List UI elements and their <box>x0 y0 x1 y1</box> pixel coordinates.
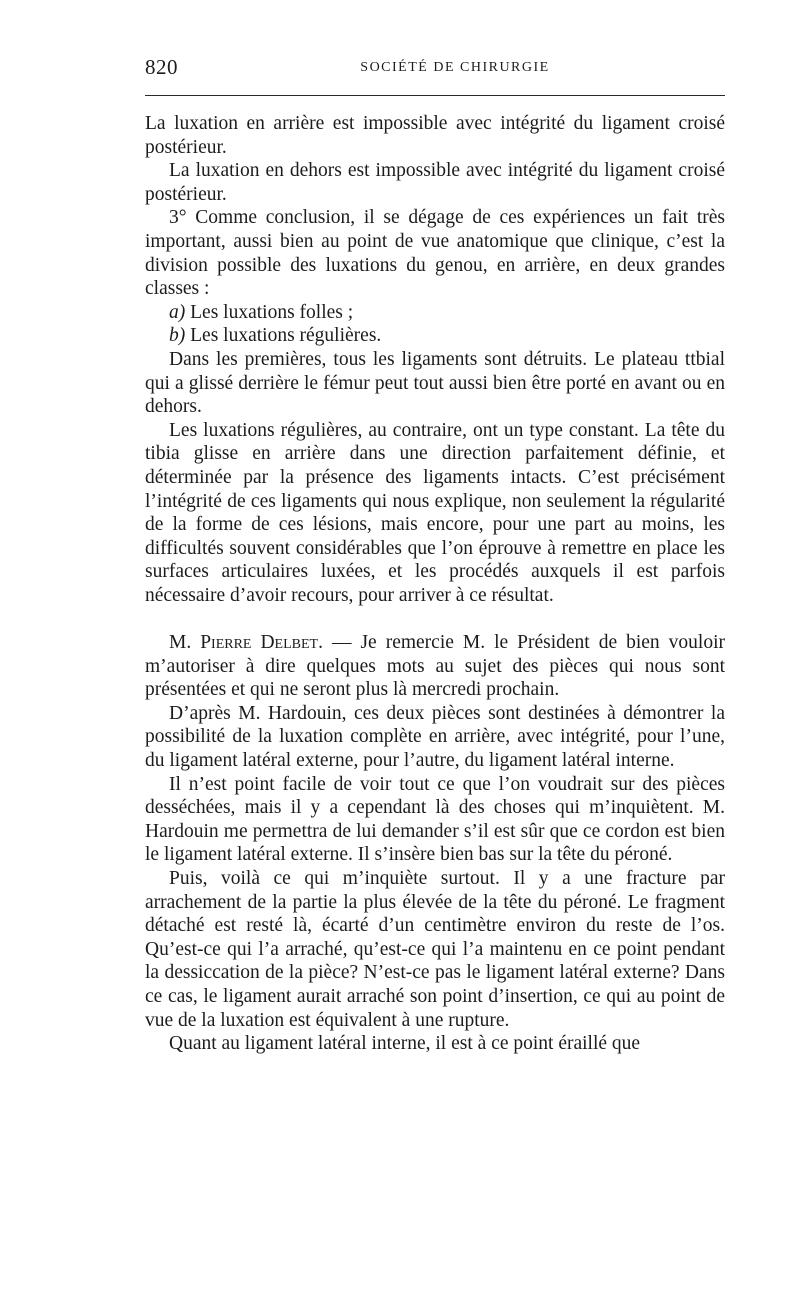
list-item-a <box>145 301 725 325</box>
list-marker: a) <box>169 301 186 323</box>
body-text <box>145 112 725 1056</box>
list-item-b <box>145 324 725 348</box>
paragraph: La luxation en dehors est impossible avec intégrité du ligament croisé postérieur. <box>145 160 725 205</box>
list-marker: b) <box>169 325 186 347</box>
list-item-text: Les luxations folles ; <box>185 301 354 323</box>
paragraph <box>145 631 725 702</box>
paragraph: Dans les premières, tous les ligaments sont détruits. Le plateau ttbial qui a glissé derrière le fémur peut tout aussi bien être porté en avant ou en dehors. <box>145 348 725 418</box>
header-rule <box>145 95 725 96</box>
paragraph: Quant au ligament latéral interne, il est à ce point éraillé que <box>169 1033 641 1055</box>
paragraph: Puis, voilà ce qui m’inquiète surtout. Il y a une fracture par arrachement de la partie la plus élevée de la tête du péroné. Le fragment détaché est resté là, écarté d’un centimètre environ du reste de l’os. Qu’est-ce qui l’a arraché, qu’est-ce qui l’a maintenu en ce point pendant la dessiccation de la pièce? N’est-ce pas le ligament latéral externe? Dans ce cas, le ligament aurait arraché son point d’insertion, ce qui au point de vue de la luxation est équivalent à une rupture. <box>145 868 725 1031</box>
running-head: SOCIÉTÉ DE CHIRURGIE <box>360 60 550 75</box>
paragraph: Il n’est point facile de voir tout ce que l’on voudrait sur des pièces desséchées, mais il y a cependant là des choses qui m’inquiètent. M. Hardouin me permettra de lui demander s’il est sûr que ce cordon est bien le ligament latéral externe. Il s’insère bien bas sur la tête du péroné. <box>145 773 725 866</box>
paragraph: D’après M. Hardouin, ces deux pièces sont destinées à démontrer la possibilité de la luxation complète en arrière, avec intégrité, pour l’une, du ligament latéral externe, pour l’autre, du ligament latéral interne. <box>145 702 725 772</box>
paragraph: Les luxations régulières, au contraire, ont un type constant. La tête du tibia glisse en arrière dans une direction parfaitement définie, et déterminée par la présence des ligaments intacts. C’est précisément l’intégrité de ces ligaments qui nous explique, non seulement la régularité de la forme de ces lésions, mais encore, pour une part au moins, les difficultés souvent considérables que l’on éprouve à remettre en place les surfaces articulaires luxées, et les procédés auxquels il est parfois nécessaire d’avoir recours, pour arriver à ce résultat. <box>145 419 725 606</box>
page-header <box>145 55 725 81</box>
paragraph: 3° Comme conclusion, il se dégage de ces expériences un fait très important, aussi bien au point de vue anatomique que clinique, c’est la division possible des luxations du genou, en arrière, en deux grandes classes : <box>145 207 725 300</box>
paragraph-text: — Je remercie M. le Président de bien vouloir m’autoriser à dire quelques mots au sujet des pièces qui nous sont présentées et qui ne seront plus là mercredi prochain. <box>145 632 725 701</box>
page-number: 820 <box>145 55 178 79</box>
paragraph: La luxation en arrière est impossible avec intégrité du ligament croisé postérieur. <box>145 113 725 158</box>
speaker-name: M. Pierre Delbet. <box>169 632 323 654</box>
list-item-text: Les luxations régulières. <box>185 325 382 347</box>
